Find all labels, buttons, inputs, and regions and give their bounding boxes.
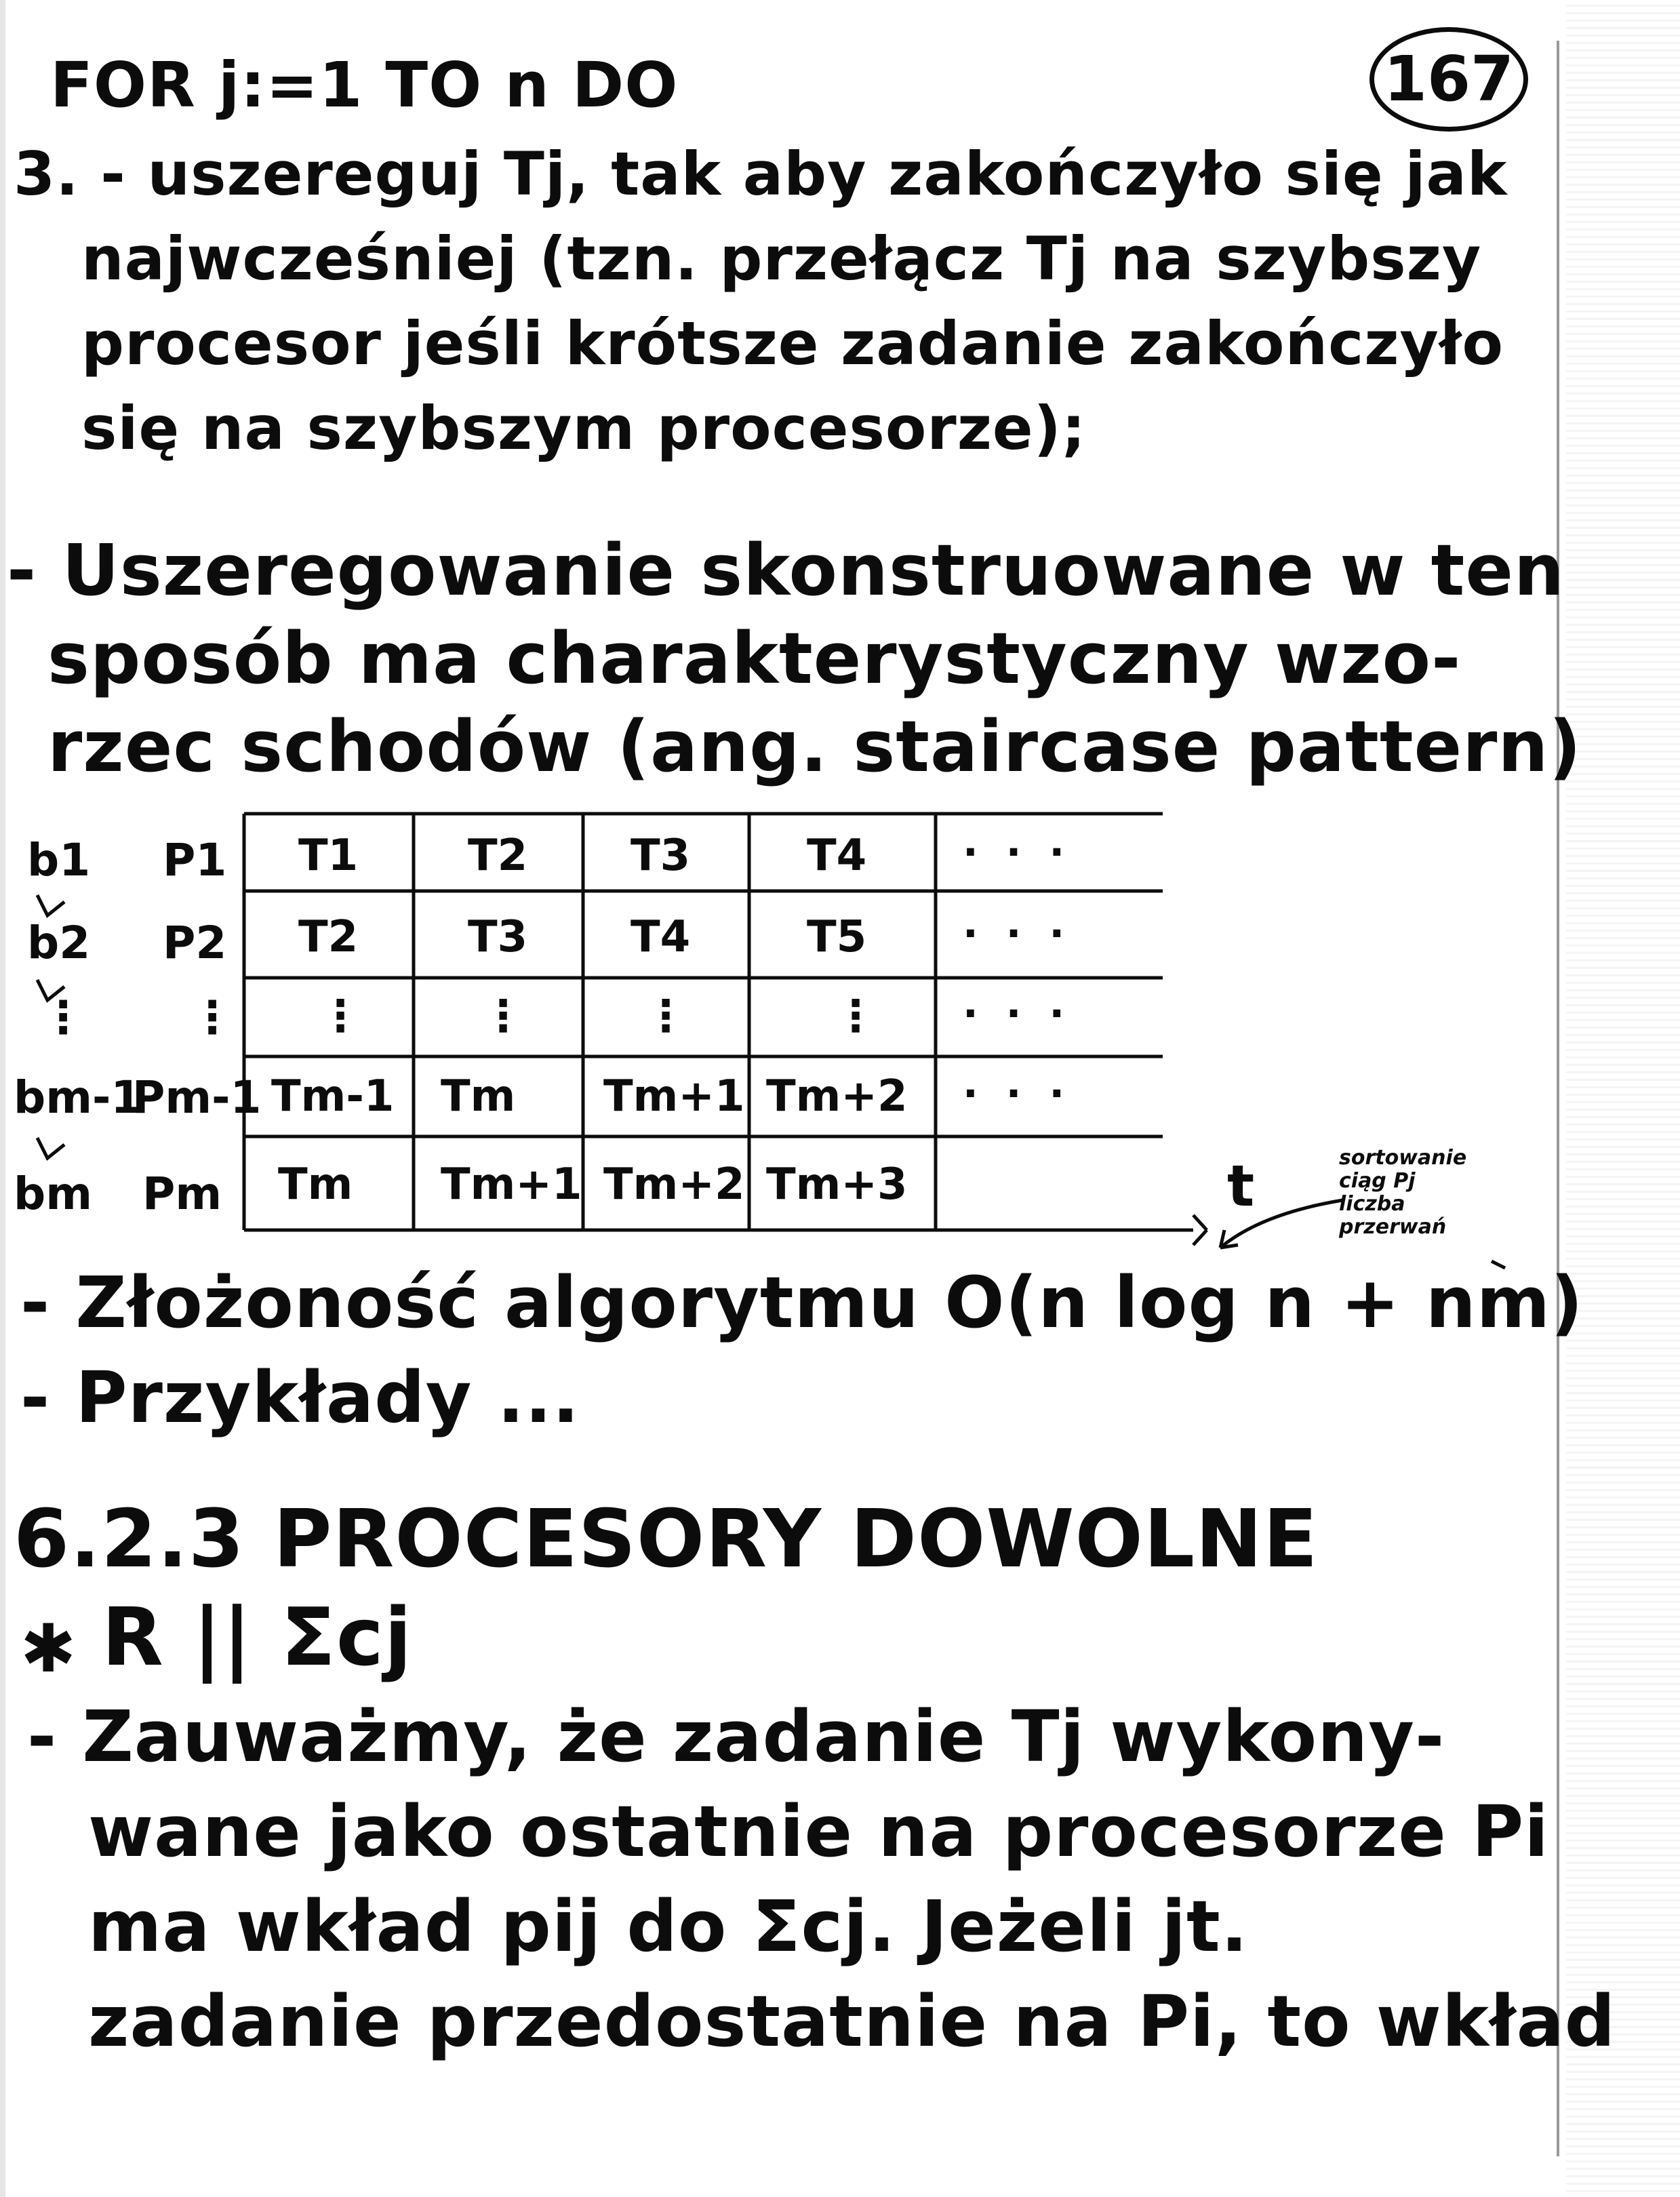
time-axis-label: t [1227,1153,1255,1219]
schedule-cell: T3 [468,912,528,962]
step3-line-3: procesor jeśli krótsze zadanie zakończyło [81,309,1504,378]
schedule-cell: ⋮ [834,991,877,1042]
schedule-cell: Tm+3 [766,1160,908,1210]
schedule-cell: Tm+1 [603,1071,745,1122]
schedule-cell-ellipsis: · · · [963,1070,1072,1117]
schedule-cell-ellipsis: · · · [963,990,1072,1037]
schedule-cell: T5 [807,912,867,962]
step3-line-1: 3. - uszereguj Tj, tak aby zakończyło się jak [14,139,1508,209]
examples-line: - Przykłady ... [20,1356,580,1439]
processor-label: Pm [142,1168,222,1220]
schedule-cell: T2 [298,912,359,962]
schedule-cell: Tm+1 [441,1160,582,1210]
side-note-line: sortowanie [1339,1146,1467,1170]
staircase-line-3: rzec schodów (ang. staircase pattern) [47,705,1582,788]
schedule-cell: Tm [441,1071,516,1122]
processor-label: P1 [163,834,227,886]
speed-label: bm [14,1168,93,1220]
schedule-cell: T4 [807,831,867,881]
schedule-cell: ⋮ [481,991,525,1042]
schedule-cell: Tm+2 [766,1071,908,1122]
remark-line-4: zadanie przedostatnie na Pi, to wkład [88,1980,1616,2063]
side-note-line: liczba [1339,1192,1405,1216]
for-loop-line: FOR j:=1 TO n DO [50,49,679,121]
remark-line-3: ma wkład pij do Σcj. Jeżeli jt. [88,1885,1249,1968]
schedule-cell: T1 [298,831,359,881]
side-note-line: ciąg Pj [1339,1169,1416,1193]
schedule-cell: Tm+2 [603,1160,745,1210]
remark-line-2: wane jako ostatnie na procesorze Pi [88,1790,1549,1873]
schedule-cell: Tm-1 [271,1071,395,1122]
schedule-cell: ⋮ [319,991,362,1042]
speed-label: bm-1 [14,1071,142,1124]
staircase-line-1: - Uszeregowanie skonstruowane w ten [7,529,1565,612]
processor-label: ⋮ [190,991,235,1044]
schedule-cell-ellipsis: · · · [963,910,1072,957]
section-title: 6.2.3 PROCESORY DOWOLNE [14,1492,1319,1585]
processor-label: Pm-1 [132,1071,262,1124]
side-note-line: przerwań [1339,1215,1447,1239]
step3-line-4: się na szybszym procesorze); [81,393,1087,463]
staircase-line-2: sposób ma charakterystyczny wzo- [47,617,1462,700]
schedule-cell: Tm [278,1160,353,1210]
page-number: 167 [1369,27,1528,132]
schedule-cell: T4 [631,912,691,962]
schedule-cell: T3 [631,831,691,881]
problem-notation: R || Σcj [102,1590,413,1684]
speed-label: b1 [27,834,91,886]
remark-line-1: - Zauważmy, że zadanie Tj wykony- [27,1695,1445,1778]
speed-label: b2 [27,917,91,969]
speed-label: ⋮ [41,991,85,1044]
complexity-line: - Złożoność algorytmu O(n log n + nm) [20,1261,1584,1344]
processor-label: P2 [163,917,227,969]
schedule-cell: T2 [468,831,528,881]
schedule-cell: ⋮ [644,991,687,1042]
star-bullet-icon: ✱ [20,1610,77,1688]
step3-line-2: najwcześniej (tzn. przełącz Tj na szybszy [81,224,1482,294]
schedule-cell-ellipsis: · · · [963,829,1072,876]
